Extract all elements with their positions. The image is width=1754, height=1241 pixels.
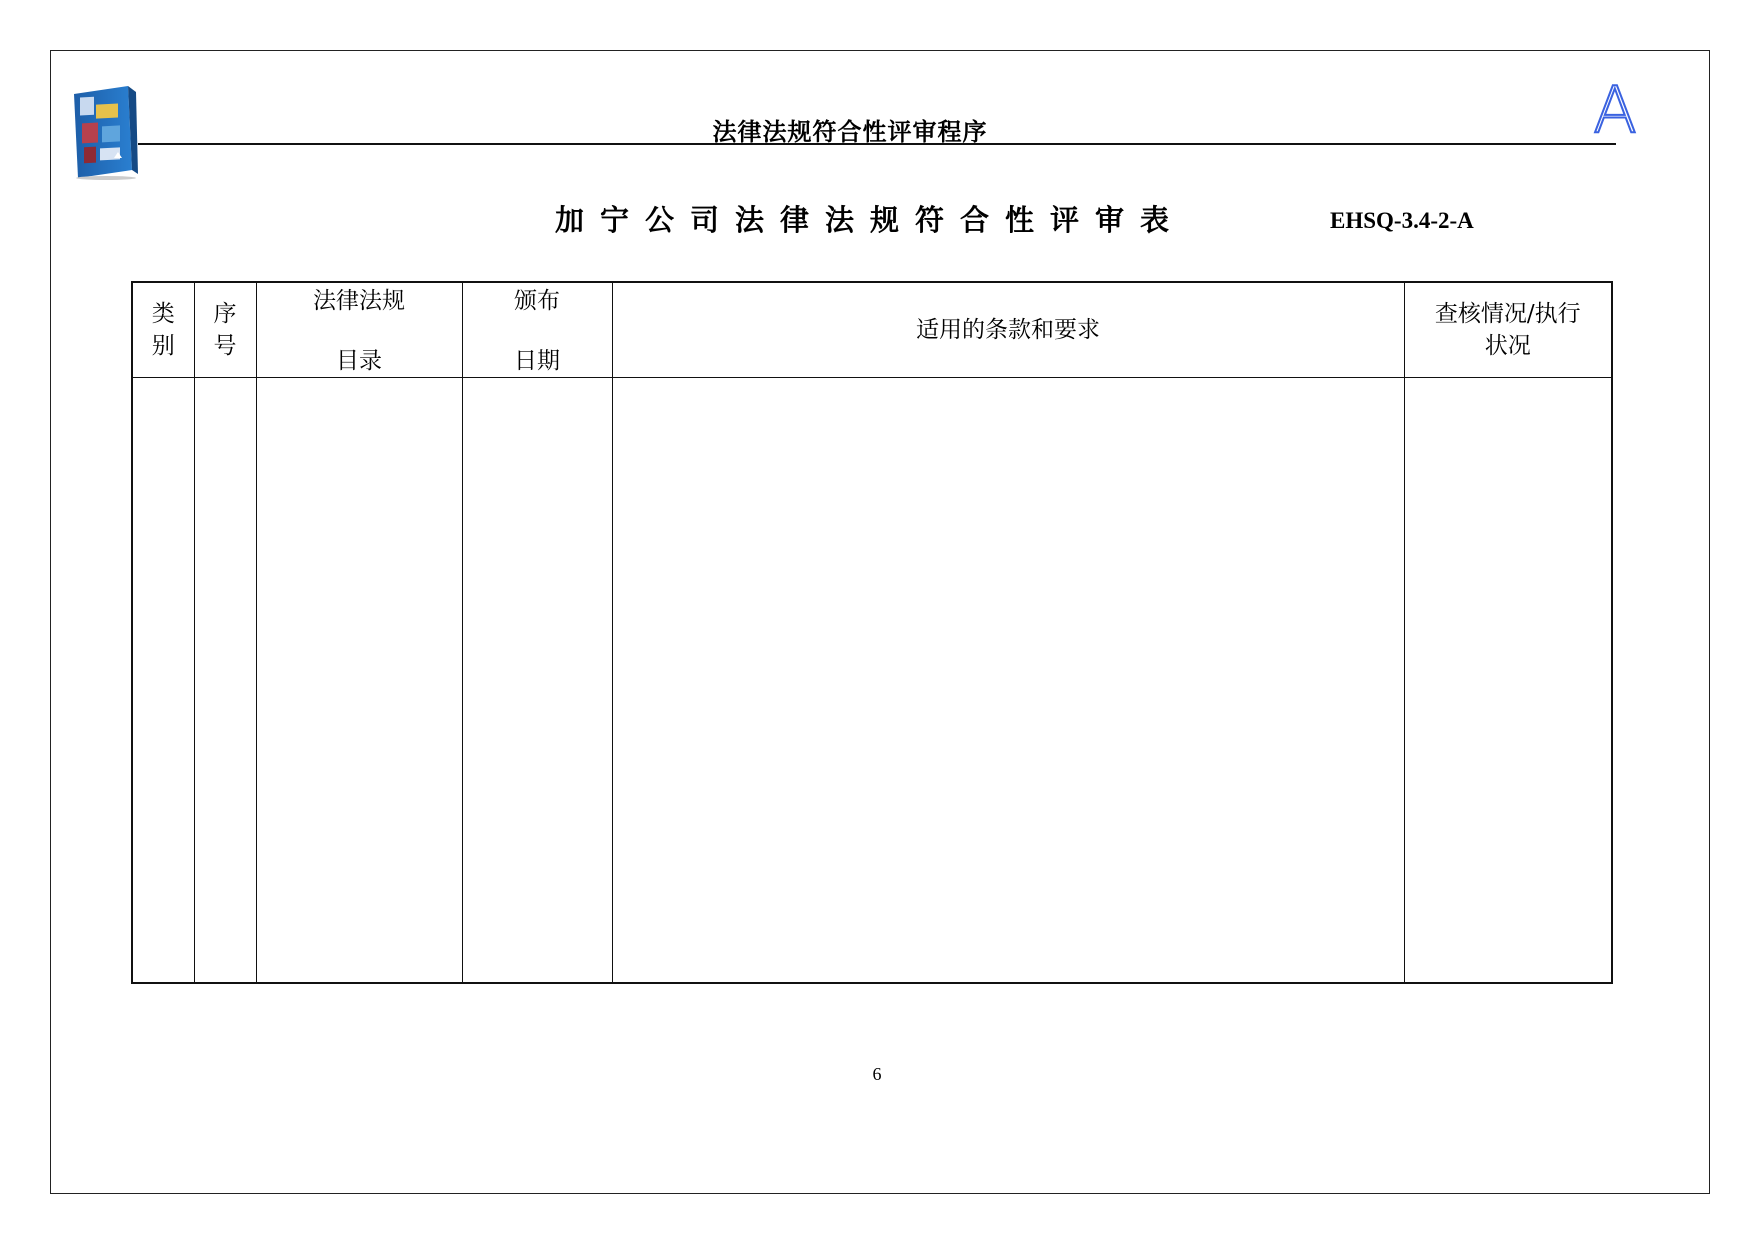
column-header-verification-status bbox=[1404, 282, 1612, 378]
column-header-issue-date bbox=[462, 282, 612, 378]
header-divider bbox=[138, 143, 1616, 145]
form-code: EHSQ-3.4-2-A bbox=[1330, 208, 1474, 233]
cell-category[interactable] bbox=[132, 378, 194, 984]
cell-applicable-clauses[interactable] bbox=[612, 378, 1404, 984]
form-title: 加宁公司法律法规符合性评审表 bbox=[554, 203, 1185, 237]
column-header-line: 状况 bbox=[1484, 333, 1531, 359]
column-header-line: 颁布 bbox=[514, 288, 560, 314]
column-header-line: 别 bbox=[151, 333, 175, 359]
book-cover-logo-icon bbox=[70, 84, 138, 180]
review-table bbox=[131, 281, 1613, 984]
revision-mark bbox=[1590, 74, 1640, 140]
column-header-regulation-catalog bbox=[256, 282, 462, 378]
column-header-line: 目录 bbox=[336, 348, 382, 374]
column-header-number bbox=[194, 282, 256, 378]
column-header-line: 法律法规 bbox=[313, 288, 405, 314]
table-row bbox=[132, 378, 1612, 984]
page-number: 6 bbox=[872, 1064, 882, 1084]
table-header-row bbox=[132, 282, 1612, 378]
column-header-line: 查核情况/执行 bbox=[1434, 301, 1581, 327]
column-header-line: 序 bbox=[213, 301, 237, 327]
column-header-applicable-clauses bbox=[612, 282, 1404, 378]
cell-number[interactable] bbox=[194, 378, 256, 984]
cell-verification-status[interactable] bbox=[1404, 378, 1612, 984]
revision-letter: A bbox=[1593, 74, 1637, 140]
column-header-category bbox=[132, 282, 194, 378]
column-header-line: 类 bbox=[151, 301, 175, 327]
cell-regulation-catalog[interactable] bbox=[256, 378, 462, 984]
cell-issue-date[interactable] bbox=[462, 378, 612, 984]
document-header-title: 法律法规符合性评审程序 bbox=[712, 118, 988, 146]
column-header-line: 日期 bbox=[514, 348, 560, 374]
column-header-line: 适用的条款和要求 bbox=[916, 317, 1100, 343]
column-header-line: 号 bbox=[213, 333, 237, 359]
